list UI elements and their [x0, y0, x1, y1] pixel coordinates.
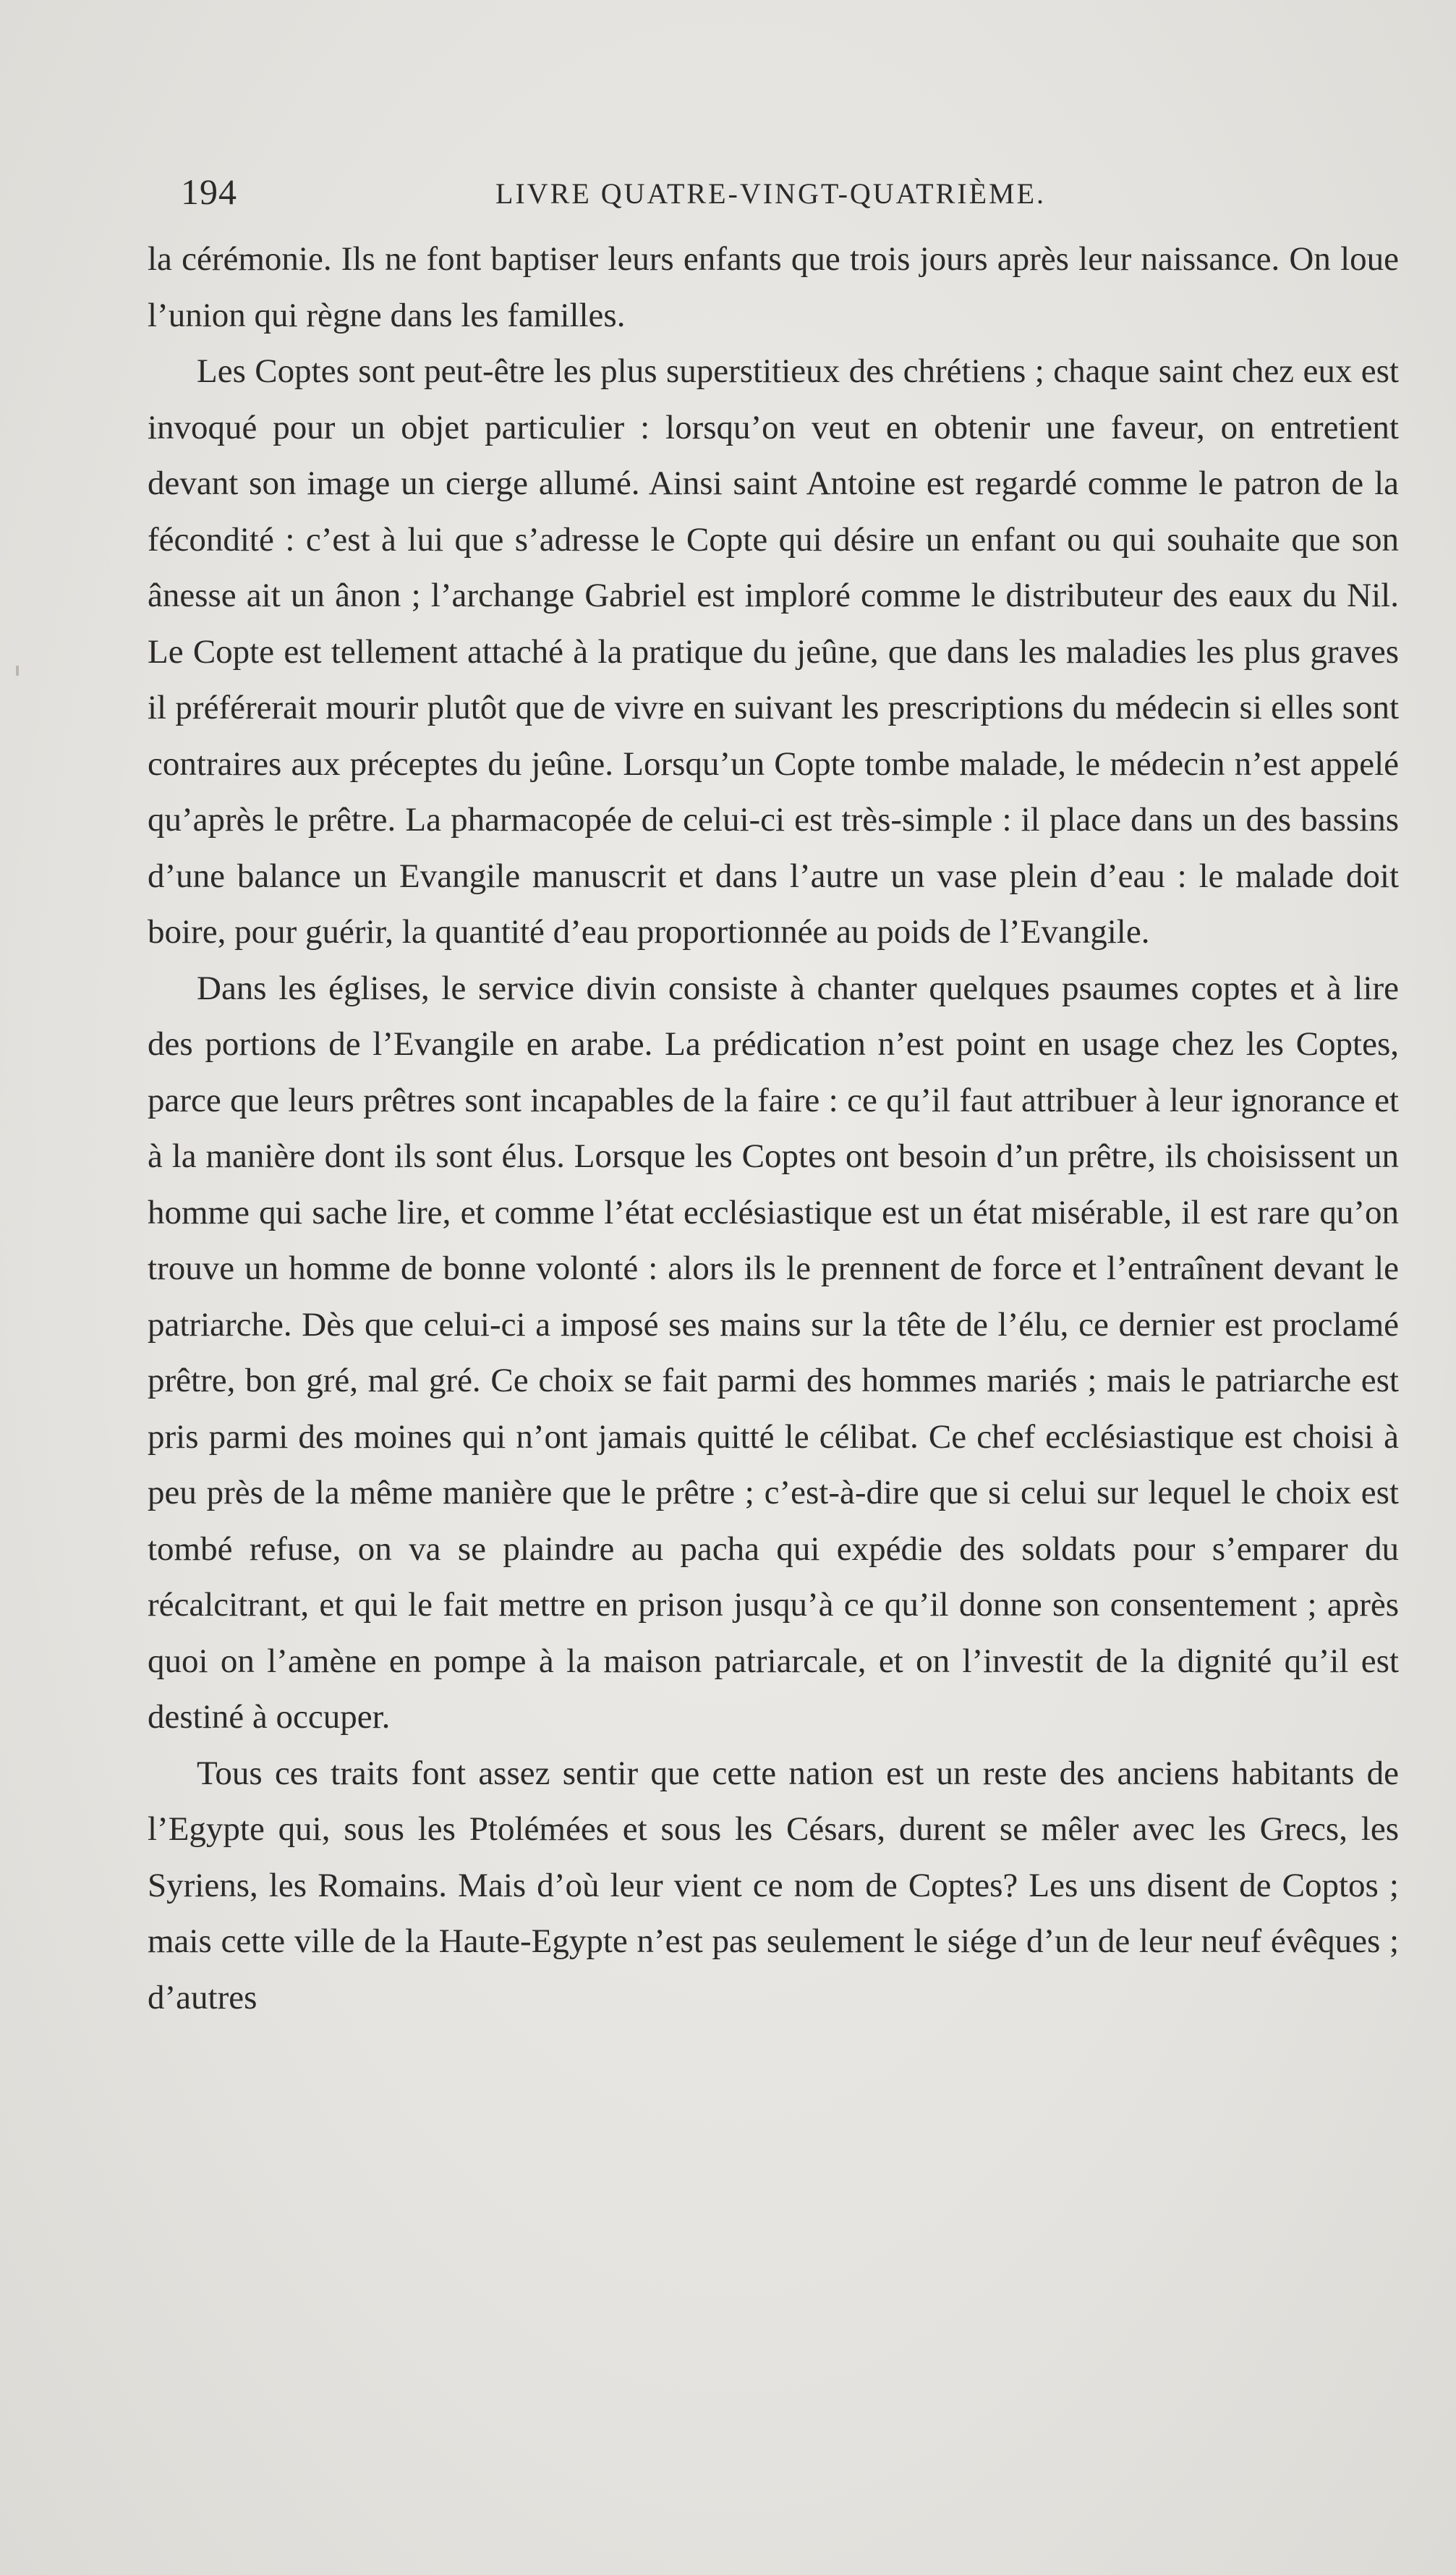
margin-mark — [16, 666, 19, 676]
paragraph-3: Dans les églises, le service divin consiste à chanter quelques psaumes coptes et à lire des portions de l’Evangile en arabe. La prédication n’est point en usage chez les Coptes, parce que leurs prêtres sont incapables de la faire : ce qu’il faut attribuer à leur ignorance et à la manière dont ils sont élus. Lorsque les Coptes ont besoin d’un prêtre, ils choisissent un homme qui sache lire, et comme l’état ecclésiastique est un état misérable, il est rare qu’on trouve un homme de bonne volonté : alors ils le prennent de force et l’entraînent devant le patriarche. Dès que celui-ci a imposé ses mains sur la tête de l’élu, ce dernier est proclamé prêtre, bon gré, mal gré. Ce choix se fait parmi des hommes mariés ; mais le patriarche est pris parmi des moines qui n’ont jamais quitté le célibat. Ce chef ecclésiastique est choisi à peu près de la même manière que le prêtre ; c’est-à-dire que si celui sur lequel le choix est tombé refuse, on va se plaindre au pacha qui expédie des soldats pour s’emparer du récalcitrant, et qui le fait mettre en prison jusqu’à ce qu’il donne son consentement ; après quoi on l’amène en pompe à la maison patriarcale, et on l’investit de la dignité qu’il est destiné à occuper. — [148, 969, 1399, 1736]
paragraph-1: la cérémonie. Ils ne font baptiser leurs enfants que trois jours après leur naissance. On loue l’union qui règne dans les familles. — [148, 240, 1399, 334]
paragraph-4: Tous ces traits font assez sentir que cette nation est un reste des anciens habitants de l’Egypte qui, sous les Ptolémées et sous les Césars, durent se mêler avec les Grecs, les Syriens, les Romains. Mais d’où leur vient ce nom de Coptes? Les uns disent de Coptos ; mais cette ville de la Haute-Egypte n’est pas seulement le siége d’un de leur neuf évêques ; d’autres — [148, 1754, 1399, 2016]
paragraph-2: Les Coptes sont peut-être les plus superstitieux des chrétiens ; chaque saint chez eux est invoqué pour un objet particulier : lorsqu’on veut en obtenir une faveur, on entretient devant son image un cierge allumé. Ainsi saint Antoine est regardé comme le patron de la fécondité : c’est à lui que s’adresse le Copte qui désire un enfant ou qui souhaite que son ânesse ait un ânon ; l’archange Gabriel est imploré comme le distributeur des eaux du Nil. Le Copte est tellement attaché à la pratique du jeûne, que dans les maladies les plus graves il préférerait mourir plutôt que de vivre en suivant les prescriptions du médecin si elles sont contraires aux préceptes du jeûne. Lorsqu’un Copte tombe malade, le médecin n’est appelé qu’après le prêtre. La pharmacopée de celui-ci est très-simple : il place dans un des bassins d’une balance un Evangile manuscrit et dans l’autre un vase plein d’eau : le malade doit boire, pour guérir, la quantité d’eau proportionnée au poids de l’Evangile. — [148, 352, 1399, 951]
body-text — [148, 232, 1399, 2026]
running-head — [181, 171, 1403, 229]
running-title: LIVRE QUATRE-VINGT-QUATRIÈME. — [495, 177, 1047, 210]
page-number: 194 — [181, 171, 237, 212]
